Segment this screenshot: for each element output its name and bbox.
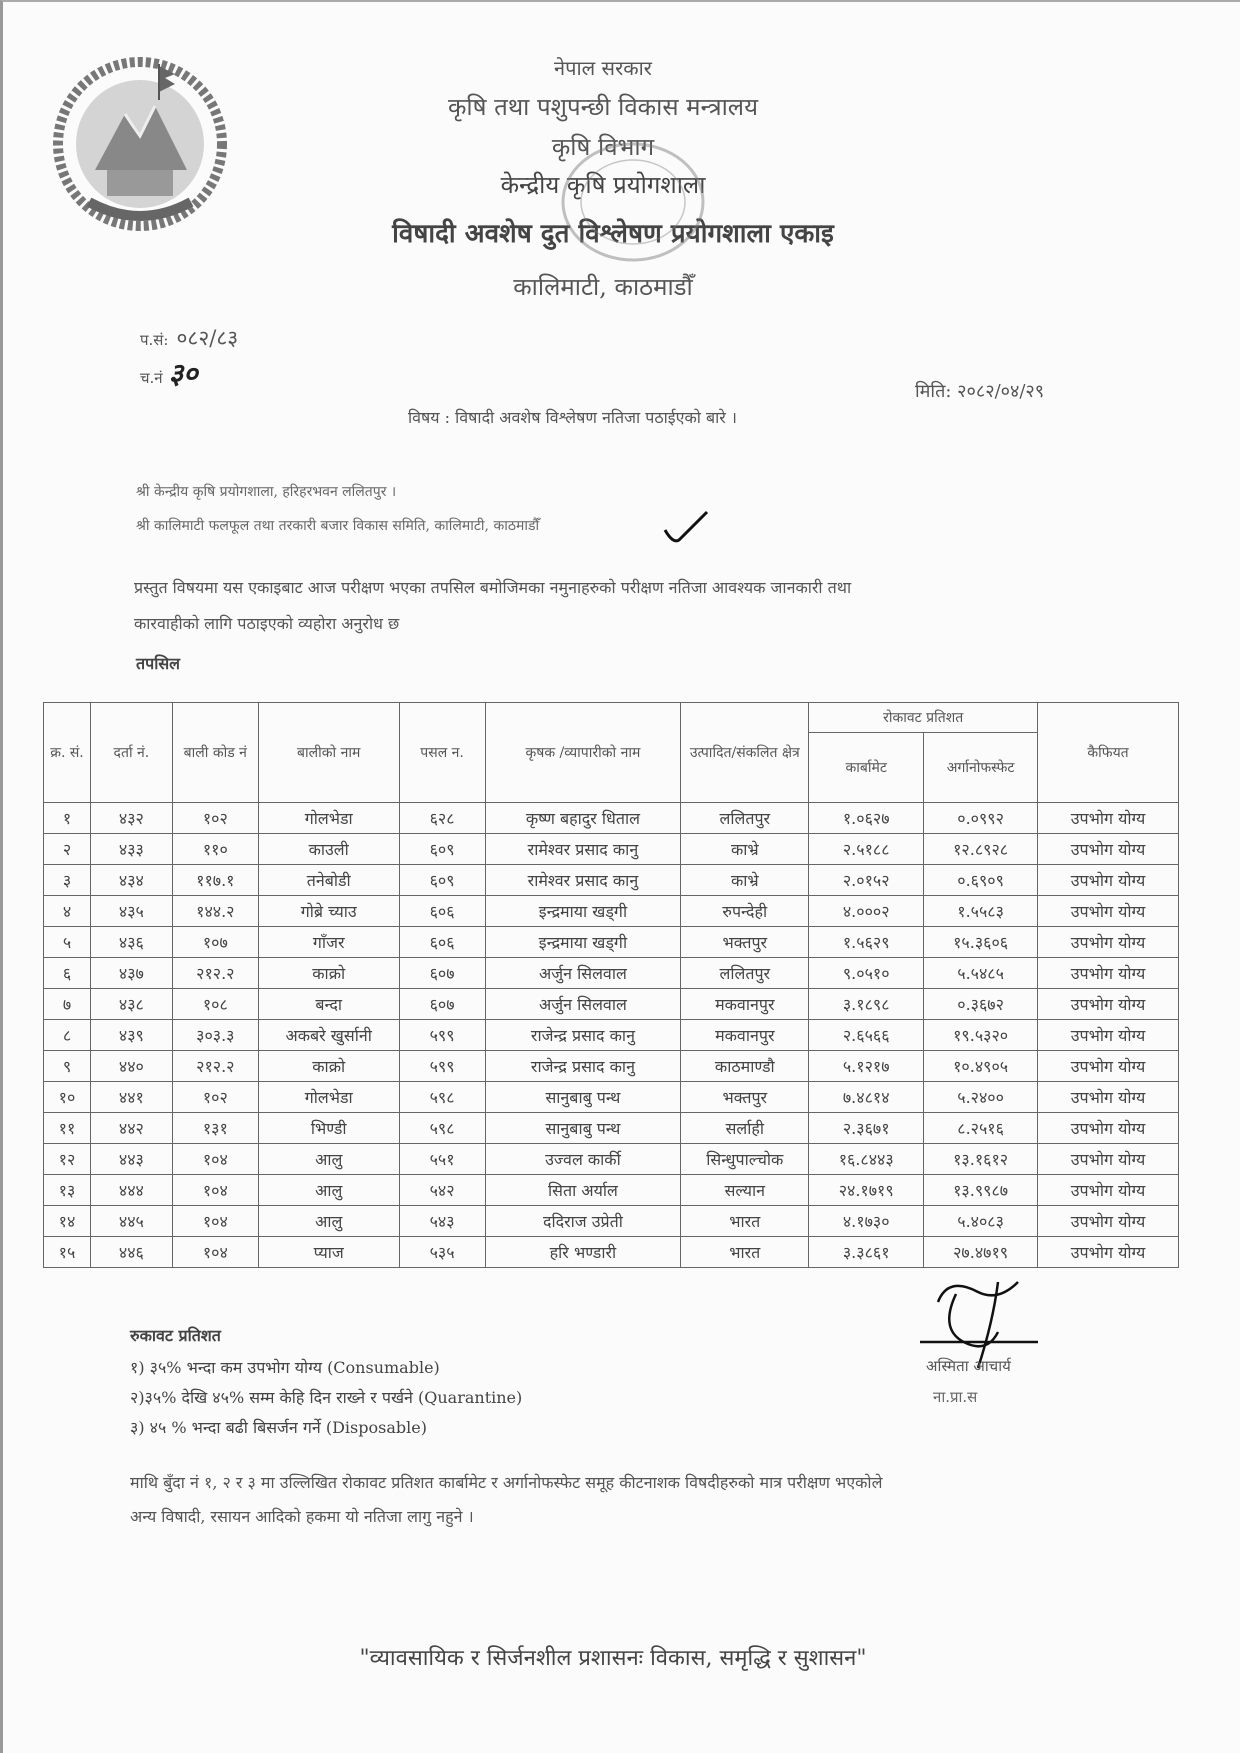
header-ministry: कृषि तथा पशुपन्छी विकास मन्त्रालय [448, 93, 758, 121]
cell-farmer: इन्द्रमाया खड्गी [485, 927, 681, 958]
cell-organo: ०.६९०९ [924, 865, 1038, 896]
cell-shop: ५४२ [399, 1175, 485, 1206]
tapasil-heading: तपसिल [136, 654, 181, 673]
cell-code: ११० [172, 834, 258, 865]
cell-code: १०४ [172, 1237, 258, 1268]
cell-carbamate: २.६५६६ [809, 1020, 924, 1051]
cell-crop: काक्रो [258, 1051, 399, 1082]
nepal-emblem-icon [37, 52, 243, 232]
col-reg: दर्ता नं. [90, 703, 172, 803]
table-row [44, 1113, 1179, 1144]
cell-origin: भक्तपुर [681, 1082, 809, 1113]
checkmark-icon [663, 510, 709, 546]
cell-farmer: हरि भण्डारी [485, 1237, 681, 1268]
table-row [44, 927, 1179, 958]
cell-origin: काभ्रे [681, 865, 809, 896]
cell-shop: ५९९ [399, 1020, 485, 1051]
cell-farmer: अर्जुन सिलवाल [485, 989, 681, 1020]
cell-organo: ५.४०८३ [924, 1206, 1038, 1237]
cell-sn: १५ [44, 1237, 91, 1268]
signatory-post: ना.प्रा.स [933, 1388, 978, 1406]
cell-remarks: उपभोग योग्य [1038, 927, 1179, 958]
dispatch-label: च.नं [140, 369, 163, 387]
cell-sn: १ [44, 803, 91, 834]
table-row [44, 896, 1179, 927]
cell-code: १३१ [172, 1113, 258, 1144]
cell-crop: गाँजर [258, 927, 399, 958]
cell-reg: ४३५ [90, 896, 172, 927]
cell-farmer: अर्जुन सिलवाल [485, 958, 681, 989]
cell-origin: काठमाण्डौ [681, 1051, 809, 1082]
cell-sn: ४ [44, 896, 91, 927]
cell-carbamate: ३.१८९८ [809, 989, 924, 1020]
cell-remarks: उपभोग योग्य [1038, 1175, 1179, 1206]
cell-sn: १२ [44, 1144, 91, 1175]
cell-organo: १२.८९२८ [924, 834, 1038, 865]
motto: "व्यावसायिक र सिर्जनशील प्रशासनः विकास, समृद्धि र सुशासन" [359, 1646, 867, 1671]
cell-organo: १५.३६०६ [924, 927, 1038, 958]
table-row [44, 1206, 1179, 1237]
cell-sn: १३ [44, 1175, 91, 1206]
cell-code: १०२ [172, 1082, 258, 1113]
cell-carbamate: १.५६२९ [809, 927, 924, 958]
cell-carbamate: १.०६२७ [809, 803, 924, 834]
cell-crop: बन्दा [258, 989, 399, 1020]
cell-farmer: रामेश्वर प्रसाद कानु [485, 865, 681, 896]
table-row [44, 958, 1179, 989]
table-row [44, 803, 1179, 834]
cell-code: १०२ [172, 803, 258, 834]
cell-remarks: उपभोग योग्य [1038, 1206, 1179, 1237]
cell-organo: ०.३६७२ [924, 989, 1038, 1020]
letter-subject: विषय : विषादी अवशेष विश्लेषण नतिजा पठाईएको बारे । [408, 408, 737, 427]
cell-carbamate: ५.१२१७ [809, 1051, 924, 1082]
cell-remarks: उपभोग योग्य [1038, 1020, 1179, 1051]
table-row [44, 989, 1179, 1020]
cell-remarks: उपभोग योग्य [1038, 834, 1179, 865]
cell-remarks: उपभोग योग्य [1038, 1144, 1179, 1175]
cell-farmer: सानुबाबु पन्थ [485, 1113, 681, 1144]
cell-code: २१२.२ [172, 1051, 258, 1082]
cell-shop: ५९९ [399, 1051, 485, 1082]
cell-farmer: ददिराज उप्रेती [485, 1206, 681, 1237]
cell-shop: ५५१ [399, 1144, 485, 1175]
reference-value: ०८२/८३ [176, 326, 239, 350]
cell-shop: ६०६ [399, 896, 485, 927]
cell-sn: ६ [44, 958, 91, 989]
table-row [44, 865, 1179, 896]
cell-farmer: कृष्ण बहादुर धिताल [485, 803, 681, 834]
cell-code: १०४ [172, 1175, 258, 1206]
cell-code: १४४.२ [172, 896, 258, 927]
cell-reg: ४४१ [90, 1082, 172, 1113]
cell-origin: ललितपुर [681, 958, 809, 989]
cell-organo: १३.१६१२ [924, 1144, 1038, 1175]
cell-remarks: उपभोग योग्य [1038, 865, 1179, 896]
cell-carbamate: २.०१५२ [809, 865, 924, 896]
cell-crop: काउली [258, 834, 399, 865]
cell-remarks: उपभोग योग्य [1038, 1113, 1179, 1144]
cell-organo: ५.५४८५ [924, 958, 1038, 989]
col-code: बाली कोड नं [172, 703, 258, 803]
cell-crop: तनेबोडी [258, 865, 399, 896]
cell-carbamate: ४.०००२ [809, 896, 924, 927]
recipient-1: श्री केन्द्रीय कृषि प्रयोगशाला, हरिहरभवन ललितपुर । [136, 484, 397, 500]
cell-crop: अकबरे खुर्सानी [258, 1020, 399, 1051]
cell-origin: मकवानपुर [681, 1020, 809, 1051]
cell-crop: गोब्रे च्याउ [258, 896, 399, 927]
cell-reg: ४४२ [90, 1113, 172, 1144]
legend-item-quarantine: २)३५% देखि ४५% सम्म केहि दिन राख्ने र पर्खने (Quarantine) [130, 1388, 523, 1407]
cell-reg: ४४४ [90, 1175, 172, 1206]
cell-reg: ४४५ [90, 1206, 172, 1237]
cell-origin: भारत [681, 1206, 809, 1237]
table-row [44, 1237, 1179, 1268]
cell-origin: मकवानपुर [681, 989, 809, 1020]
note-line-2: अन्य विषादी, रसायन आदिको हकमा यो नतिजा लागु नहुने । [130, 1507, 474, 1526]
office-stamp-icon [543, 132, 723, 272]
cell-carbamate: ७.४८१४ [809, 1082, 924, 1113]
cell-sn: ११ [44, 1113, 91, 1144]
col-organo: अर्गानोफस्फेट [924, 733, 1038, 803]
cell-organo: १.५५८३ [924, 896, 1038, 927]
cell-shop: ५९८ [399, 1082, 485, 1113]
cell-origin: सर्लाही [681, 1113, 809, 1144]
cell-organo: ८.२५१६ [924, 1113, 1038, 1144]
cell-organo: १३.९९८७ [924, 1175, 1038, 1206]
cell-carbamate: २.३६७१ [809, 1113, 924, 1144]
cell-shop: ६०७ [399, 958, 485, 989]
reference-number [140, 324, 238, 352]
signatory-name: अस्मिता आचार्य [926, 1357, 1011, 1375]
cell-origin: भारत [681, 1237, 809, 1268]
cell-farmer: उज्वल कार्की [485, 1144, 681, 1175]
cell-remarks: उपभोग योग्य [1038, 1237, 1179, 1268]
cell-carbamate: २४.१७१९ [809, 1175, 924, 1206]
cell-crop: भिण्डी [258, 1113, 399, 1144]
legend-title: रुकावट प्रतिशत [130, 1326, 221, 1345]
col-origin: उत्पादित/संकलित क्षेत्र [681, 703, 809, 803]
cell-crop: गोलभेडा [258, 1082, 399, 1113]
cell-sn: ८ [44, 1020, 91, 1051]
cell-reg: ४४६ [90, 1237, 172, 1268]
cell-origin: सिन्धुपाल्चोक [681, 1144, 809, 1175]
cell-shop: ६०९ [399, 834, 485, 865]
cell-reg: ४३३ [90, 834, 172, 865]
cell-origin: काभ्रे [681, 834, 809, 865]
cell-farmer: सिता अर्याल [485, 1175, 681, 1206]
table-row [44, 834, 1179, 865]
cell-farmer: इन्द्रमाया खड्गी [485, 896, 681, 927]
letter-date: मिति: २०८२/०४/२९ [915, 381, 1045, 402]
cell-crop: आलु [258, 1175, 399, 1206]
cell-sn: ५ [44, 927, 91, 958]
cell-organo: १०.४९०५ [924, 1051, 1038, 1082]
col-carbamate: कार्बामेट [809, 733, 924, 803]
cell-remarks: उपभोग योग्य [1038, 1051, 1179, 1082]
table-row [44, 1051, 1179, 1082]
table-row [44, 1082, 1179, 1113]
cell-origin: ललितपुर [681, 803, 809, 834]
cell-reg: ४३४ [90, 865, 172, 896]
note-line-1: माथि बुँदा नं १, २ र ३ मा उल्लिखित रोकावट प्रतिशत कार्बामेट र अर्गानोफस्फेट समूह कीटनाशक विषदीहरुको मात्र परीक्षण भएकोले [130, 1473, 883, 1492]
cell-sn: ७ [44, 989, 91, 1020]
cell-remarks: उपभोग योग्य [1038, 958, 1179, 989]
col-farmer: कृषक /व्यापारीको नाम [485, 703, 681, 803]
cell-crop: गोलभेडा [258, 803, 399, 834]
cell-crop: आलु [258, 1144, 399, 1175]
cell-sn: ९ [44, 1051, 91, 1082]
header-government: नेपाल सरकार [554, 56, 652, 80]
cell-code: १०८ [172, 989, 258, 1020]
dispatch-value: ३० [168, 357, 198, 390]
cell-code: १०७ [172, 927, 258, 958]
cell-reg: ४३९ [90, 1020, 172, 1051]
cell-reg: ४४० [90, 1051, 172, 1082]
cell-farmer: रामेश्वर प्रसाद कानु [485, 834, 681, 865]
cell-sn: १० [44, 1082, 91, 1113]
header-department: कृषि विभाग [551, 133, 655, 161]
cell-crop: प्याज [258, 1237, 399, 1268]
cell-shop: ५४३ [399, 1206, 485, 1237]
col-crop: बालीको नाम [258, 703, 399, 803]
table-row [44, 1020, 1179, 1051]
cell-reg: ४३६ [90, 927, 172, 958]
cell-carbamate: ४.१७३० [809, 1206, 924, 1237]
cell-origin: रुपन्देही [681, 896, 809, 927]
cell-origin: सल्यान [681, 1175, 809, 1206]
cell-reg: ४३७ [90, 958, 172, 989]
results-table [43, 702, 1179, 1268]
cell-farmer: राजेन्द्र प्रसाद कानु [485, 1020, 681, 1051]
header-location: कालिमाटी, काठमाडौँ [513, 273, 693, 301]
body-line-1: प्रस्तुत विषयमा यस एकाइबाट आज परीक्षण भएका तपसिल बमोजिमका नमुनाहरुको परीक्षण नतिजा आवश्यक जानकारी तथा [134, 578, 852, 597]
dispatch-number [140, 354, 198, 392]
col-inhibition: रोकावट प्रतिशत [809, 703, 1038, 733]
cell-carbamate: ९.०५१० [809, 958, 924, 989]
body-line-2: कारवाहीको लागि पठाइएको व्यहोरा अनुरोध छ [134, 614, 400, 633]
cell-remarks: उपभोग योग्य [1038, 896, 1179, 927]
cell-code: १०४ [172, 1206, 258, 1237]
cell-code: २१२.२ [172, 958, 258, 989]
cell-crop: आलु [258, 1206, 399, 1237]
cell-carbamate: २.५१८८ [809, 834, 924, 865]
cell-origin: भक्तपुर [681, 927, 809, 958]
cell-carbamate: १६.८४४३ [809, 1144, 924, 1175]
cell-carbamate: ३.३८६१ [809, 1237, 924, 1268]
cell-farmer: सानुबाबु पन्थ [485, 1082, 681, 1113]
col-sn: क्र. सं. [44, 703, 91, 803]
cell-code: १०४ [172, 1144, 258, 1175]
cell-organo: १९.५३२० [924, 1020, 1038, 1051]
cell-crop: काक्रो [258, 958, 399, 989]
legend-item-consumable: १) ३५% भन्दा कम उपभोग योग्य (Consumable) [130, 1358, 440, 1377]
cell-remarks: उपभोग योग्य [1038, 989, 1179, 1020]
legend-item-disposable: ३) ४५ % भन्दा बढी बिसर्जन गर्ने (Disposable) [130, 1418, 427, 1437]
cell-shop: ५३५ [399, 1237, 485, 1268]
cell-reg: ४४३ [90, 1144, 172, 1175]
cell-reg: ४३२ [90, 803, 172, 834]
header-unit: विषादी अवशेष दुत विश्लेषण प्रयोगशाला एकाइ [392, 219, 834, 249]
col-shop: पसल न. [399, 703, 485, 803]
cell-shop: ६०७ [399, 989, 485, 1020]
cell-code: ३०३.३ [172, 1020, 258, 1051]
cell-remarks: उपभोग योग्य [1038, 803, 1179, 834]
table-row [44, 1175, 1179, 1206]
cell-sn: १४ [44, 1206, 91, 1237]
cell-shop: ६२८ [399, 803, 485, 834]
header-lab: केन्द्रीय कृषि प्रयोगशाला [500, 171, 706, 199]
cell-organo: ५.२४०० [924, 1082, 1038, 1113]
cell-reg: ४३८ [90, 989, 172, 1020]
cell-remarks: उपभोग योग्य [1038, 1082, 1179, 1113]
table-row [44, 1144, 1179, 1175]
cell-farmer: राजेन्द्र प्रसाद कानु [485, 1051, 681, 1082]
cell-shop: ५९८ [399, 1113, 485, 1144]
col-remarks: कैफियत [1038, 703, 1179, 803]
cell-sn: ३ [44, 865, 91, 896]
reference-label: प.सं: [140, 331, 169, 349]
cell-organo: २७.४७१९ [924, 1237, 1038, 1268]
cell-code: ११७.१ [172, 865, 258, 896]
recipient-2: श्री कालिमाटी फलफूल तथा तरकारी बजार विकास समिति, कालिमाटी, काठमाडौँ [136, 518, 540, 534]
cell-organo: ०.०९९२ [924, 803, 1038, 834]
cell-sn: २ [44, 834, 91, 865]
cell-shop: ६०९ [399, 865, 485, 896]
cell-shop: ६०६ [399, 927, 485, 958]
